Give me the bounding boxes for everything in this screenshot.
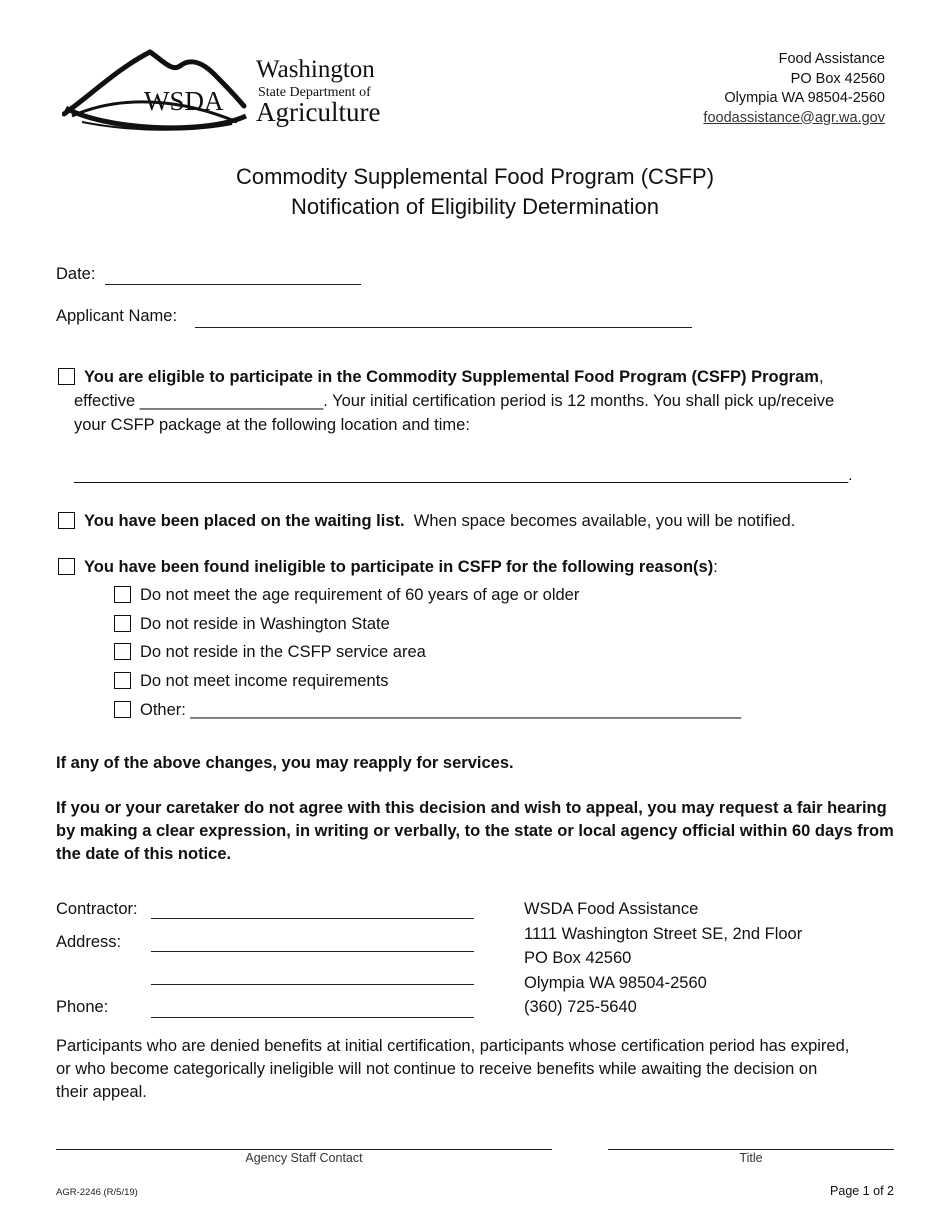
applicant-name-label: Applicant Name: xyxy=(56,307,178,325)
eligible-comma: , xyxy=(818,368,824,386)
reason-income-checkbox[interactable] xyxy=(114,672,131,689)
eligible-statement xyxy=(84,366,824,388)
address-line: WSDA Food Assistance xyxy=(524,900,699,918)
phone-label: Phone: xyxy=(56,998,109,1016)
waiting-list-statement xyxy=(84,510,795,532)
eligible-bold-text: You are eligible to participate in the Commodity Supplemental Food Program (CSFP) Program xyxy=(84,368,819,386)
waiting-rest-text: When space becomes available, you will be notified. xyxy=(413,512,796,530)
ineligible-statement xyxy=(84,556,718,578)
contractor-field[interactable] xyxy=(151,918,474,919)
page-number: Page 1 of 2 xyxy=(830,1184,894,1198)
reason-residence-checkbox[interactable] xyxy=(114,615,131,632)
contact-line: Food Assistance xyxy=(778,51,885,67)
reason-age-label: Do not meet the age requirement of 60 years of age or older xyxy=(140,586,580,604)
phone-field[interactable] xyxy=(151,1017,474,1018)
date-label: Date: xyxy=(56,265,96,283)
address-line: (360) 725-5640 xyxy=(524,998,637,1016)
contact-line: PO Box 42560 xyxy=(790,70,885,87)
location-time-field[interactable]: _______________________________________________________________________________________. xyxy=(74,467,853,484)
contact-line: Olympia WA 98504-2560 xyxy=(724,90,885,106)
agency-name-line2: State Department of xyxy=(258,85,371,100)
title-label: Title xyxy=(739,1151,763,1165)
address-line: 1111 Washington Street SE, 2nd Floor xyxy=(524,924,803,943)
address-field-line2[interactable] xyxy=(151,984,474,985)
appeal-notice-line: If you or your caretaker do not agree with this decision and wish to appeal, you may request a fair hearing xyxy=(56,799,887,817)
eligible-checkbox[interactable] xyxy=(58,368,75,385)
email-link[interactable]: foodassistance@agr.wa.gov xyxy=(703,109,885,126)
wsda-logo xyxy=(62,44,382,134)
reason-service-area-label: Do not reside in the CSFP service area xyxy=(140,643,426,661)
contact-block xyxy=(703,50,885,128)
appeal-notice-line: by making a clear expression, in writing or verbally, to the state or local agency official within 60 days from xyxy=(56,822,894,840)
date-field[interactable] xyxy=(105,284,361,285)
benefits-notice-line: their appeal. xyxy=(56,1083,147,1101)
eligible-effective-line: effective ____________________. Your initial certification period is 12 months. You shall pick up/receive xyxy=(74,392,835,410)
page-subtitle: Notification of Eligibility Determination xyxy=(290,194,660,219)
address-line: PO Box 42560 xyxy=(524,949,632,967)
ineligible-bold-text: You have been found ineligible to participate in CSFP for the following reason(s) xyxy=(84,558,714,576)
address-field-line1[interactable] xyxy=(151,951,474,952)
reason-age-checkbox[interactable] xyxy=(114,586,131,603)
reason-income-label: Do not meet income requirements xyxy=(140,672,389,690)
reason-other-checkbox[interactable] xyxy=(114,701,131,718)
logo-wsda-text: WSDA xyxy=(144,86,224,116)
address-label: Address: xyxy=(56,933,122,951)
applicant-name-field[interactable] xyxy=(195,327,692,328)
ineligible-checkbox[interactable] xyxy=(58,558,75,575)
reason-other-field[interactable]: Other: ____________________________________________________________ xyxy=(140,701,742,719)
agency-name-line1: Washington xyxy=(256,56,375,83)
address-line: Olympia WA 98504-2560 xyxy=(524,973,707,992)
benefits-notice-line: or who become categorically ineligible will not continue to receive benefits while awaiting the decision on xyxy=(56,1060,818,1078)
benefits-notice-line: Participants who are denied benefits at initial certification, participants whose certification period has expired, xyxy=(56,1037,850,1055)
waiting-bold-text: You have been placed on the waiting list. xyxy=(84,512,405,530)
wsda-address-block xyxy=(524,897,802,1020)
contractor-label: Contractor: xyxy=(56,900,138,918)
reason-residence-label: Do not reside in Washington State xyxy=(140,615,390,633)
staff-contact-field[interactable] xyxy=(56,1149,552,1150)
title-field[interactable] xyxy=(608,1149,894,1150)
appeal-notice-line: the date of this notice. xyxy=(56,845,232,863)
waiting-list-checkbox[interactable] xyxy=(58,512,75,529)
page-title: Commodity Supplemental Food Program (CSFP) xyxy=(235,164,715,189)
reason-service-area-checkbox[interactable] xyxy=(114,643,131,660)
form-number: AGR-2246 (R/5/19) xyxy=(56,1187,138,1198)
agency-name-line3: Agriculture xyxy=(256,97,381,127)
ineligible-colon: : xyxy=(713,558,718,576)
reapply-notice: If any of the above changes, you may reapply for services. xyxy=(56,754,514,772)
eligible-location-line: your CSFP package at the following location and time: xyxy=(74,416,470,434)
staff-contact-label: Agency Staff Contact xyxy=(245,1151,363,1165)
